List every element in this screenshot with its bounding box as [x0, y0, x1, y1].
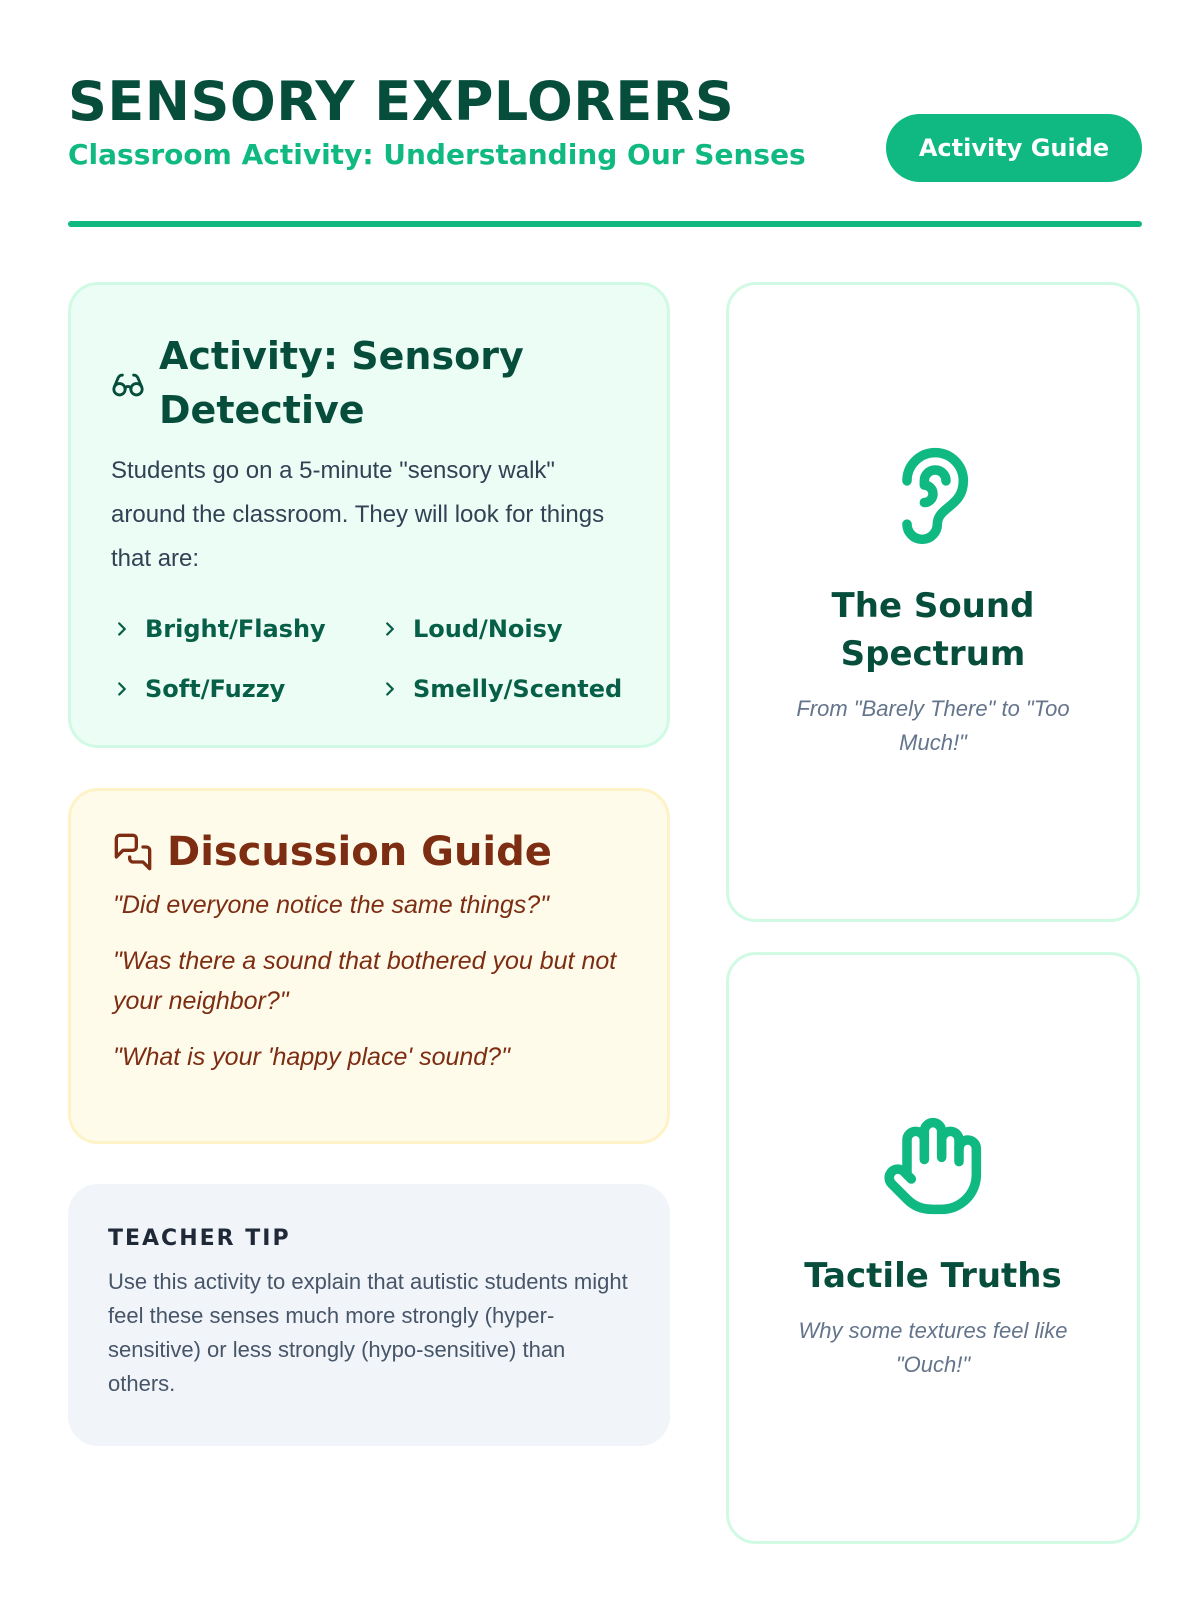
page-subtitle: Classroom Activity: Understanding Our Senses — [68, 138, 806, 171]
page-title: SENSORY EXPLORERS — [68, 70, 735, 133]
chevron-right-icon — [379, 618, 401, 640]
tactile-truths-title: Tactile Truths — [804, 1256, 1062, 1296]
chat-bubbles-icon — [113, 832, 153, 872]
hand-icon — [881, 1114, 985, 1218]
discussion-header — [113, 829, 627, 875]
discussion-title: Discussion Guide — [167, 829, 552, 875]
sense-label: Soft/Fuzzy — [145, 675, 286, 703]
glasses-icon — [111, 368, 145, 402]
sense-label: Smelly/Scented — [413, 675, 623, 703]
tactile-truths-subtitle: Why some textures feel like "Ouch!" — [798, 1318, 1068, 1377]
ear-icon — [881, 444, 985, 548]
discussion-question: "What is your 'happy place' sound?" — [113, 1043, 510, 1071]
sense-label: Loud/Noisy — [413, 615, 563, 643]
sense-item — [379, 607, 629, 651]
chevron-right-icon — [379, 678, 401, 700]
header-divider — [68, 221, 1142, 227]
activity-header — [111, 329, 627, 437]
sound-spectrum-title: The Sound Spectrum — [831, 586, 1035, 674]
sense-item — [111, 607, 379, 651]
activity-description: Students go on a 5-minute "sensory walk" around the classroom. They will look for things that are: — [111, 457, 605, 572]
header — [68, 70, 1142, 171]
sense-item — [111, 667, 379, 711]
activity-guide-button[interactable]: Activity Guide — [886, 114, 1142, 182]
sense-list — [111, 607, 627, 711]
discussion-card — [68, 788, 670, 1144]
discussion-question: "Did everyone notice the same things?" — [113, 891, 550, 919]
activity-card — [68, 282, 670, 748]
activity-title: Activity: Sensory Detective — [159, 334, 524, 432]
sound-spectrum-subtitle: From "Barely There" to "Too Much!" — [796, 696, 1070, 755]
chevron-right-icon — [111, 618, 133, 640]
teacher-tip-text: Use this activity to explain that autistic students might feel these senses much more strongly (hyper-sensitive) or less strongly (hypo-sensitive) than others. — [108, 1269, 628, 1396]
discussion-question: "Was there a sound that bothered you but not your neighbor?" — [113, 947, 617, 1015]
sense-item — [379, 667, 629, 711]
chevron-right-icon — [111, 678, 133, 700]
teacher-tip-card — [68, 1184, 670, 1446]
tactile-truths-card — [726, 952, 1140, 1544]
sound-spectrum-card — [726, 282, 1140, 922]
teacher-tip-label: TEACHER TIP — [108, 1226, 291, 1251]
sense-label: Bright/Flashy — [145, 615, 326, 643]
